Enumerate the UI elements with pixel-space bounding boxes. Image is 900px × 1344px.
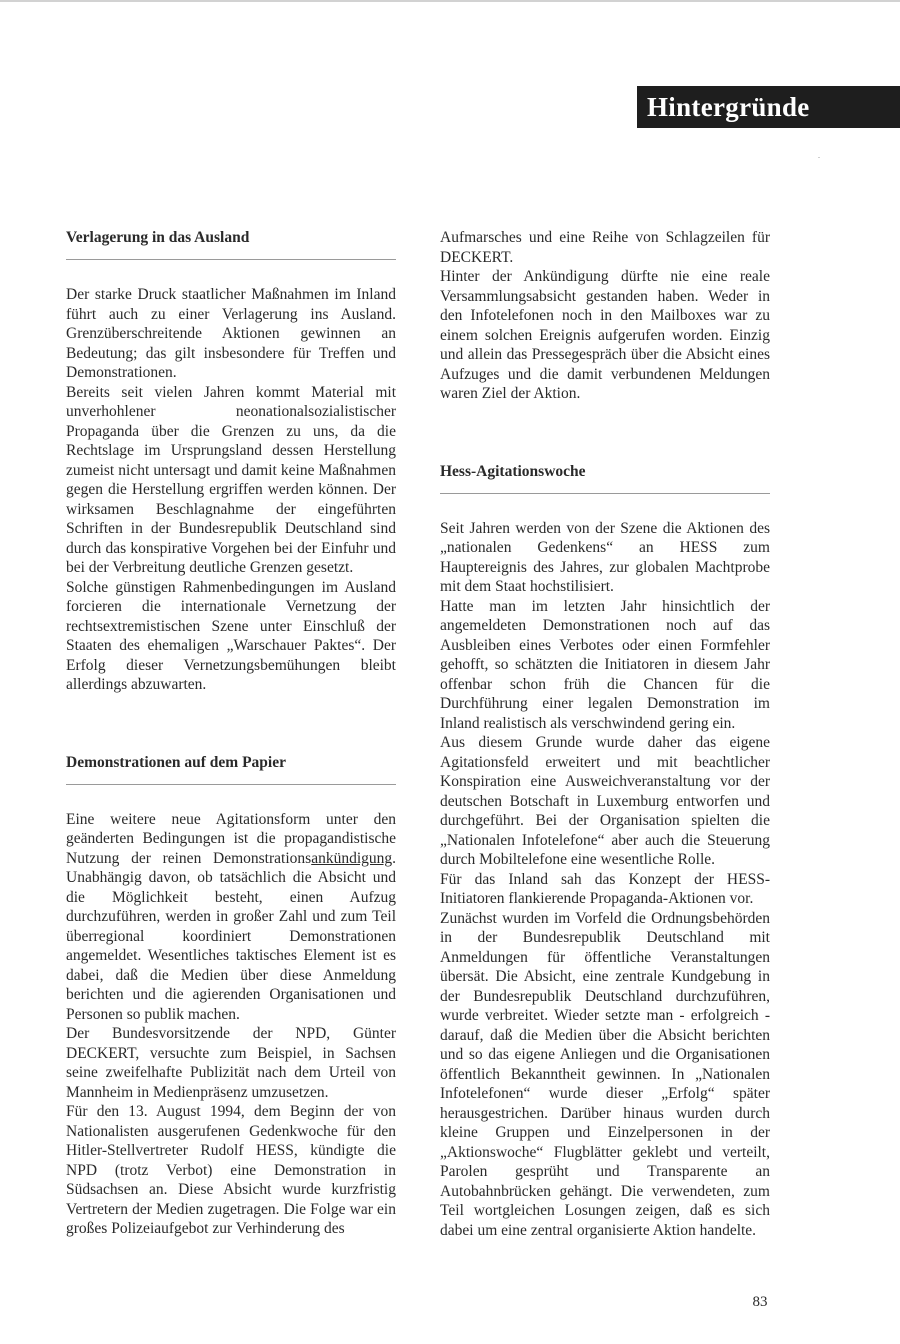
left-column xyxy=(66,228,396,1239)
paragraph: Hatte man im letzten Jahr hinsichtlich der angemeldeten Demonstrationen noch auf das Ausbleiben eines Verbotes oder einen Formfehler gehofft, so schätzten die Initiatoren in diesem Jahr offenbar schon früh die Chancen für die Durchführung einer legalen Demonstration im Inland realistisch als verschwindend gering ein. xyxy=(440,597,770,732)
right-column xyxy=(440,228,770,1240)
paragraph xyxy=(66,810,396,1025)
paragraph: Der Bundesvorsitzende der NPD, Günter DECKERT, versuchte zum Beispiel, in Sachsen seine zweifelhafte Publizität nach dem Urteil von Mannheim in Medienpräsenz umzusetzen. xyxy=(66,1025,396,1101)
section-heading-demonstrationen: Demonstrationen auf dem Papier xyxy=(66,753,286,771)
paragraph: Solche günstigen Rahmenbedingungen im Ausland forcieren die internationale Vernetzung der rechtsextremistischen Szene unter Einschluß der Staaten des ehemaligen „Warschauer Paktes“. Der Erfolg dieser Vernetzungsbemühungen bleibt allerdings abzuwarten. xyxy=(66,578,396,693)
underlined-word: ankündigung xyxy=(311,849,393,867)
paragraph: Aus diesem Grunde wurde daher das eigene Agitationsfeld erweitert und mit beachtlicher Konspiration eine Ausweichveranstaltung vor der deutschen Botschaft in Luxemburg entworfen und durchgeführt. Bei der Organisation spielten die „Nationalen Infotelefone“ aber auch die Steuerung durch Mobiltelefone eine wesentliche Rolle. xyxy=(440,734,770,868)
paragraph: Zunächst wurden im Vorfeld die Ordnungsbehörden in der Bundesrepublik Deutschland mit Anmeldungen für öffentliche Veranstaltungen übersät. Die Absicht, eine zentrale Kundgebung in der Bundesrepublik Deutschland durchzuführen, wurde verbreitet. Wieder setzte man - erfolgreich - darauf, daß die Medien über die Absicht berichten und so das eigene Anliegen und die Organisationen öffentlich Bekanntheit gewinnen. In „Nationalen Infotelefonen“ wurde dieser „Erfolg“ später herausgestrichen. Darüber hinaus wurden durch kleine Gruppen und Einzelpersonen in der „Aktionswoche“ Flugblätter geklebt und verteilt, Parolen gesprüht und Transparente an Autobahnbrücken gehängt. Die verwendeten, zum Teil wortgleichen Losungen zeigen, daß es sich dabei um eine zentral organisierte Aktion handelte. xyxy=(440,909,770,1239)
page-number: 83 xyxy=(752,1294,768,1310)
paragraph: Für das Inland sah das Konzept der HESS-Initiatoren flankierende Propaganda-Aktionen vor. xyxy=(440,870,770,907)
paragraph-text: . Unabhängig davon, ob tatsächlich die Absicht und die Möglichkeit besteht, einen Aufzug durchzuführen, werden in großer Zahl und zum Teil überregional koordiniert Demonstrationen angemeldet. Wesentliches taktisches Element ist es dabei, daß die Medien über diese Anmeldung berichten und die agierenden Organisationen und Personen so publik machen. xyxy=(66,849,396,1023)
paragraph: Für den 13. August 1994, dem Beginn der von Nationalisten ausgerufenen Gedenkwoche für den Hitler-Stellvertreter Rudolf HESS, kündigte die NPD (trotz Verbot) eine Demonstration in Südsachsen an. Diese Absicht wurde kurzfristig Vertretern der Medien zugetragen. Die Folge war ein großes Polizeiaufgebot zur Verhinderung des xyxy=(66,1103,396,1237)
paragraph: Seit Jahren werden von der Szene die Aktionen des „nationalen Gedenkens“ an HESS zum Hauptereignis des Jahres, zur globalen Machtprobe mit dem Staat hochstilisiert. xyxy=(440,519,770,595)
scan-speck xyxy=(818,157,820,158)
paragraph: Der starke Druck staatlicher Maßnahmen im Inland führt auch zu einer Verlagerung ins Ausland. Grenzüberschreitende Aktionen gewinnen an Bedeutung; das gilt insbesondere für Treffen und Demonstrationen. xyxy=(66,286,396,381)
section-banner xyxy=(637,86,900,128)
top-edge-rule xyxy=(0,0,900,2)
section-heading-hess: Hess-Agitationswoche xyxy=(440,462,586,480)
paragraph: Bereits seit vielen Jahren kommt Material mit unverhohlener neonationalsozialistischer Propaganda über die Grenzen zu uns, da die Rechtslage im Ursprungsland dessen Herstellung zumeist nicht untersagt und damit keine Maßnahmen gegen die Herstellung ergriffen werden können. Der wirksamen Beschlagnahme der eingeführten Schriften in der Bundesrepublik Deutschland sind durch das konspirative Vorgehen bei der Einfuhr und bei der Verbreitung deutliche Grenzen gesetzt. xyxy=(66,383,396,576)
paragraph: Aufmarsches und eine Reihe von Schlagzeilen für DECKERT. xyxy=(440,229,770,266)
paragraph-text: Eine weitere neue Agitationsform unter den geänderten Bedingungen ist die propagandistische Nutzung der reinen Demonstrations xyxy=(66,810,396,867)
section-banner-title: Hintergründe xyxy=(647,92,810,122)
paragraph: Hinter der Ankündigung dürfte nie eine reale Versammlungsabsicht gestanden haben. Weder in den Infotelefonen noch in den Mailboxes war zu einem solchen Ereignis aufgerufen worden. Einzig und allein das Pressegespräch über die Absicht eines Aufzuges und die damit verbundenen Meldungen waren Ziel der Aktion. xyxy=(440,268,770,402)
section-heading-verlagerung: Verlagerung in das Ausland xyxy=(66,229,250,246)
